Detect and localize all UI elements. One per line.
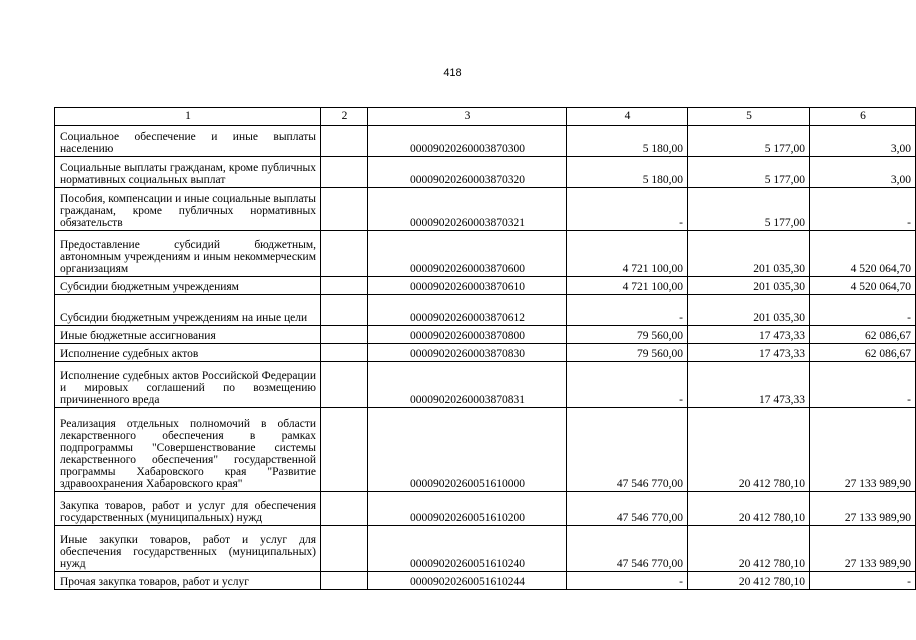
row-executed-cell: 17 473,33 [688,344,810,362]
row-name-cell: Исполнение судебных актов [55,344,321,362]
row-executed-cell: 201 035,30 [688,295,810,326]
row-code-cell: 00009020260051610240 [368,526,567,572]
table-row [55,188,916,231]
row-name-cell: Прочая закупка товаров, работ и услуг [55,572,321,590]
row-col2-cell [321,188,368,231]
row-approved-cell: 47 546 770,00 [567,408,688,492]
col-header-1: 1 [55,108,321,126]
row-name-cell: Исполнение судебных актов Российской Федерации и мировых соглашений по возмещению причиненного вреда [55,362,321,408]
row-executed-cell: 17 473,33 [688,326,810,344]
row-unexecuted-cell: - [810,362,916,408]
row-col2-cell [321,526,368,572]
row-executed-cell: 20 412 780,10 [688,572,810,590]
row-code-cell: 00009020260003870800 [368,326,567,344]
table-row [55,295,916,326]
row-approved-cell: 47 546 770,00 [567,492,688,526]
row-unexecuted-cell: 27 133 989,90 [810,492,916,526]
table-row [55,326,916,344]
row-name-cell: Социальные выплаты гражданам, кроме публичных нормативных социальных выплат [55,157,321,188]
row-approved-cell: 5 180,00 [567,126,688,157]
row-executed-cell: 201 035,30 [688,231,810,277]
row-code-cell: 00009020260003870600 [368,231,567,277]
budget-table [54,107,916,590]
table-row [55,344,916,362]
col-header-6: 6 [810,108,916,126]
row-code-cell: 00009020260051610244 [368,572,567,590]
row-unexecuted-cell: 3,00 [810,126,916,157]
row-approved-cell: - [567,572,688,590]
col-header-4: 4 [567,108,688,126]
row-unexecuted-cell: - [810,572,916,590]
row-approved-cell: 4 721 100,00 [567,277,688,295]
row-executed-cell: 20 412 780,10 [688,492,810,526]
row-unexecuted-cell: 4 520 064,70 [810,231,916,277]
row-unexecuted-cell: 27 133 989,90 [810,526,916,572]
row-code-cell: 00009020260003870610 [368,277,567,295]
row-executed-cell: 20 412 780,10 [688,408,810,492]
col-header-3: 3 [368,108,567,126]
table-row [55,526,916,572]
row-unexecuted-cell: - [810,295,916,326]
table-row [55,492,916,526]
row-code-cell: 00009020260003870321 [368,188,567,231]
table-row [55,362,916,408]
row-executed-cell: 5 177,00 [688,126,810,157]
row-executed-cell: 5 177,00 [688,188,810,231]
row-unexecuted-cell: 27 133 989,90 [810,408,916,492]
row-unexecuted-cell: 62 086,67 [810,344,916,362]
row-unexecuted-cell: 3,00 [810,157,916,188]
table-row [55,408,916,492]
row-col2-cell [321,231,368,277]
row-code-cell: 00009020260003870612 [368,295,567,326]
row-col2-cell [321,408,368,492]
row-col2-cell [321,344,368,362]
row-code-cell: 00009020260003870831 [368,362,567,408]
row-unexecuted-cell: - [810,188,916,231]
table-row [55,157,916,188]
header-row [55,108,916,126]
table-row [55,126,916,157]
row-name-cell: Субсидии бюджетным учреждениям [55,277,321,295]
row-approved-cell: 79 560,00 [567,326,688,344]
table-row [55,572,916,590]
row-approved-cell: 5 180,00 [567,157,688,188]
row-unexecuted-cell: 4 520 064,70 [810,277,916,295]
table-row [55,277,916,295]
row-col2-cell [321,126,368,157]
row-approved-cell: - [567,188,688,231]
row-name-cell: Иные закупки товаров, работ и услуг для обеспечения государственных (муниципальных) нужд [55,526,321,572]
row-name-cell: Реализация отдельных полномочий в области лекарственного обеспечения в рамках подпрограммы "Совершенствование системы лекарственного обеспечения" государственной программы Хабаровского края "Развитие здравоохранения Хабаровского края" [55,408,321,492]
row-name-cell: Субсидии бюджетным учреждениям на иные цели [55,295,321,326]
row-name-cell: Закупка товаров, работ и услуг для обеспечения государственных (муниципальных) нужд [55,492,321,526]
row-col2-cell [321,492,368,526]
page-number: 418 [443,67,462,79]
row-executed-cell: 17 473,33 [688,362,810,408]
row-code-cell: 00009020260003870300 [368,126,567,157]
row-col2-cell [321,362,368,408]
row-executed-cell: 5 177,00 [688,157,810,188]
row-name-cell: Предоставление субсидий бюджетным, автономным учреждениям и иным некоммерческим организациям [55,231,321,277]
row-col2-cell [321,157,368,188]
row-executed-cell: 201 035,30 [688,277,810,295]
row-approved-cell: 47 546 770,00 [567,526,688,572]
col-header-2: 2 [321,108,368,126]
table-row [55,231,916,277]
row-approved-cell: 4 721 100,00 [567,231,688,277]
row-name-cell: Социальное обеспечение и иные выплаты населению [55,126,321,157]
row-unexecuted-cell: 62 086,67 [810,326,916,344]
row-col2-cell [321,295,368,326]
row-col2-cell [321,277,368,295]
col-header-5: 5 [688,108,810,126]
row-approved-cell: - [567,295,688,326]
row-name-cell: Иные бюджетные ассигнования [55,326,321,344]
row-code-cell: 00009020260003870830 [368,344,567,362]
row-name-cell: Пособия, компенсации и иные социальные выплаты гражданам, кроме публичных нормативных обязательств [55,188,321,231]
row-code-cell: 00009020260051610000 [368,408,567,492]
row-col2-cell [321,572,368,590]
row-approved-cell: 79 560,00 [567,344,688,362]
row-executed-cell: 20 412 780,10 [688,526,810,572]
row-approved-cell: - [567,362,688,408]
row-col2-cell [321,326,368,344]
row-code-cell: 00009020260003870320 [368,157,567,188]
row-code-cell: 00009020260051610200 [368,492,567,526]
